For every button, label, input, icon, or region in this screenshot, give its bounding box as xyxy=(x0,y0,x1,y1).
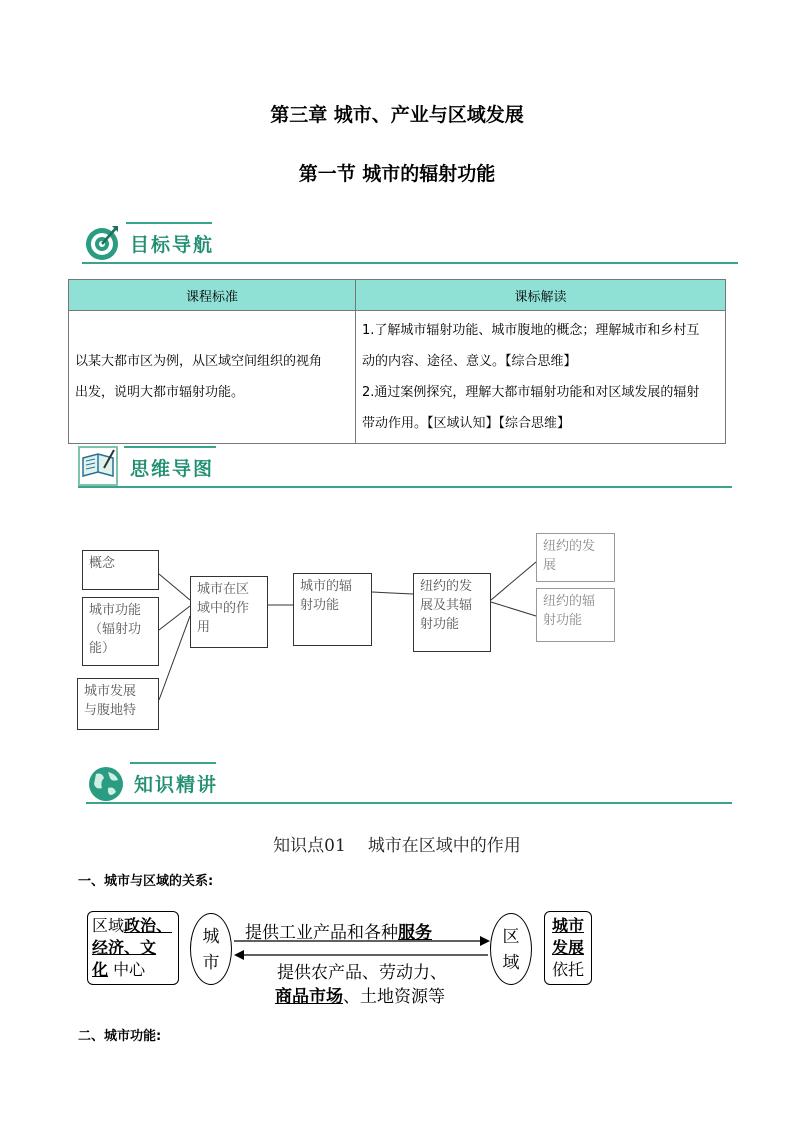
interpretation-line: 带动作用。【区域认知】【综合思维】 xyxy=(362,416,571,431)
subheading-city-region: 一、城市与区域的关系: xyxy=(78,874,214,889)
goal-section-header xyxy=(82,220,738,268)
city-development-box: 城市 发展 依托 xyxy=(544,911,592,985)
interpretation-line: 动的内容、途径、意义。【综合思维】 xyxy=(362,354,577,369)
mindmap-node-ny-development: 纽约的发 展 xyxy=(536,533,615,582)
region-to-city-label-line2: 商品市场、土地资源等 xyxy=(275,987,445,1007)
mindmap-node-ny-radiation: 纽约的辐 射功能 xyxy=(536,588,615,642)
globe-icon xyxy=(86,762,126,802)
region-to-city-label-line1: 提供农产品、劳动力、 xyxy=(277,963,447,983)
mindmap-node-radiation: 城市的辐 射功能 xyxy=(293,573,372,646)
knowledge-point-label: 知识点01 xyxy=(273,836,346,856)
mindmap-section-header xyxy=(78,444,732,492)
region-node: 区 域 xyxy=(490,913,532,985)
book-icon xyxy=(78,446,118,486)
section-title: 第一节 城市的辐射功能 xyxy=(298,163,496,185)
subheading-city-function: 二、城市功能: xyxy=(78,1029,162,1044)
target-icon xyxy=(82,222,122,262)
table-header-standard: 课程标准 xyxy=(69,280,356,311)
table-header-interpretation: 课标解读 xyxy=(356,280,726,311)
knowledge-point-name: 城市在区域中的作用 xyxy=(367,836,521,856)
mindmap-section-title: 思维导图 xyxy=(130,458,215,480)
knowledge-section-header xyxy=(86,760,732,808)
standard-line: 以某大都市区为例，从区域空间组织的视角 xyxy=(75,354,323,369)
interpretation-cell xyxy=(356,311,726,444)
mindmap-node-concept: 概念 xyxy=(82,550,159,590)
standard-line: 出发，说明大都市辐射功能。 xyxy=(75,385,245,400)
knowledge-point-title xyxy=(0,831,794,856)
goal-section-title: 目标导航 xyxy=(130,234,215,256)
knowledge-section-title: 知识精讲 xyxy=(134,774,219,796)
mindmap-node-city-role: 城市在区 域中的作 用 xyxy=(190,576,268,648)
interpretation-line: 2.通过案例探究，理解大都市辐射功能和对区域发展的辐射 xyxy=(362,385,700,400)
standard-cell xyxy=(69,311,356,444)
interpretation-line: 1.了解城市辐射功能、城市腹地的概念；理解城市和乡村互 xyxy=(362,323,700,338)
mindmap-node-new-york: 纽约的发 展及其辐 射功能 xyxy=(413,573,491,652)
goal-table xyxy=(68,279,726,444)
city-to-region-label: 提供工业产品和各种服务 xyxy=(245,923,432,943)
mindmap-node-city-development: 城市发展 与腹地特 xyxy=(77,678,159,730)
mindmap-node-city-function: 城市功能 （辐射功 能） xyxy=(82,597,159,666)
region-center-box: 区域政治、 经济、文 化 中心 xyxy=(87,911,179,985)
chapter-title: 第三章 城市、产业与区域发展 xyxy=(270,104,524,126)
city-node: 城 市 xyxy=(190,913,232,985)
